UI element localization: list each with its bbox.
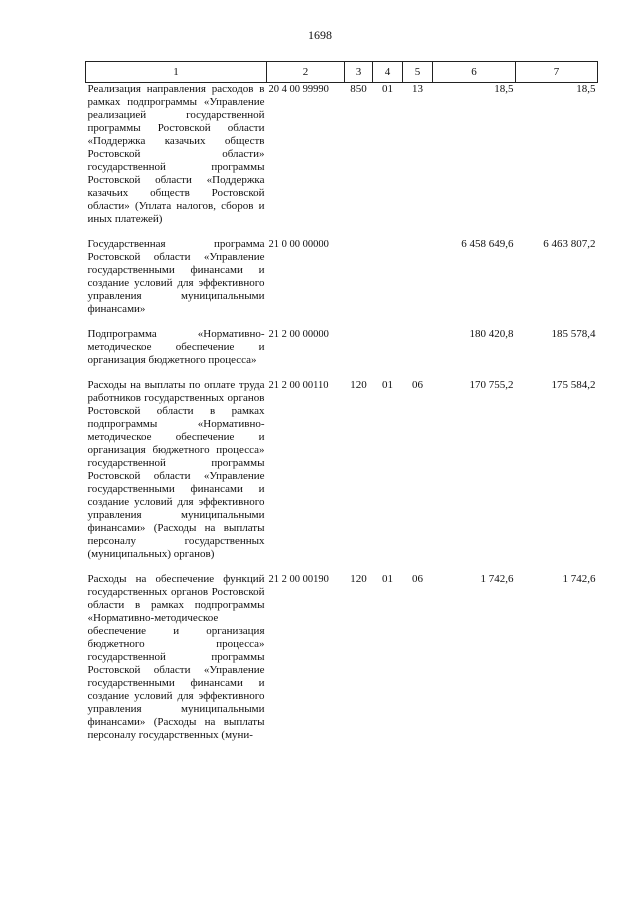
subsection-code: 13 <box>412 83 423 95</box>
table-row <box>86 328 598 379</box>
expense-type-code <box>345 238 373 328</box>
amount-year-1: 1 742,6 <box>480 573 514 585</box>
target-article-code: 21 2 00 00190 <box>268 574 329 585</box>
section-code: 01 <box>382 573 393 585</box>
section-code: 01 <box>382 379 393 391</box>
page-number: 1698 <box>308 28 332 42</box>
subsection-code: 06 <box>412 573 423 585</box>
column-header-1: 1 <box>86 62 267 83</box>
amount-year-2: 6 463 807,2 <box>543 238 596 250</box>
expense-name: Расходы на обеспечение функций государственных органов Ростовской области в рамках подпрограммы «Нормативно-методическое обеспечение и организация бюджетного процесса» государственной программы Ростовской области «Управление государственными финансами и создание условий для эффективного управления муниципальными финансами» (Расходы на выплаты персоналу государственных (муни- <box>87 573 265 741</box>
expense-type-code <box>345 328 373 379</box>
expense-name: Реализация направления расходов в рамках подпрограммы «Управление реализацией государственной программы Ростовской области «Поддержка казачьих обществ Ростовской области» государственной программы Ростовской области «Поддержка казачьих обществ Ростовской области» (Уплата налогов, сборов и иных платежей) <box>87 83 265 225</box>
expense-name: Подпрограмма «Нормативно-методическое обеспечение и организация бюджетного процесса» <box>87 328 265 366</box>
table-row <box>86 379 598 573</box>
column-header-5: 5 <box>403 62 433 83</box>
header-row <box>86 62 598 83</box>
column-header-6: 6 <box>433 62 516 83</box>
expense-name: Государственная программа Ростовской области «Управление государственными финансами и создание условий для эффективного управления муниципальными финансами» <box>87 238 265 315</box>
table-row <box>86 573 598 754</box>
expense-type-code: 850 <box>350 83 367 95</box>
subsection-code <box>403 238 433 328</box>
target-article-code: 21 2 00 00110 <box>268 380 329 391</box>
section-code: 01 <box>382 83 393 95</box>
amount-year-1: 18,5 <box>494 83 514 95</box>
amount-year-1: 180 420,8 <box>469 328 514 340</box>
column-header-4: 4 <box>373 62 403 83</box>
table-row <box>86 238 598 328</box>
amount-year-2: 1 742,6 <box>562 573 596 585</box>
expense-name: Расходы на выплаты по оплате труда работников государственных органов Ростовской области в рамках подпрограммы «Нормативно-методическое обеспечение и организация бюджетного процесса» государственной программы Ростовской области «Управление государственными финансами и создание условий для эффективного управления муниципальными финансами» (Расходы на выплаты персоналу государственных (муниципальных) органов) <box>87 379 265 560</box>
table-row <box>86 83 598 239</box>
target-article-code: 21 2 00 00000 <box>268 329 329 340</box>
target-article-code: 20 4 00 99990 <box>268 84 329 95</box>
subsection-code <box>403 328 433 379</box>
column-header-7: 7 <box>516 62 598 83</box>
amount-year-1: 170 755,2 <box>469 379 514 391</box>
target-article-code: 21 0 00 00000 <box>268 239 329 250</box>
column-header-2: 2 <box>267 62 345 83</box>
amount-year-2: 175 584,2 <box>551 379 596 391</box>
subsection-code: 06 <box>412 379 423 391</box>
section-code <box>373 328 403 379</box>
expense-type-code: 120 <box>350 379 367 391</box>
expense-type-code: 120 <box>350 573 367 585</box>
column-header-3: 3 <box>345 62 373 83</box>
amount-year-1: 6 458 649,6 <box>461 238 514 250</box>
section-code <box>373 238 403 328</box>
amount-year-2: 18,5 <box>576 83 596 95</box>
amount-year-2: 185 578,4 <box>551 328 596 340</box>
budget-table <box>85 61 598 754</box>
